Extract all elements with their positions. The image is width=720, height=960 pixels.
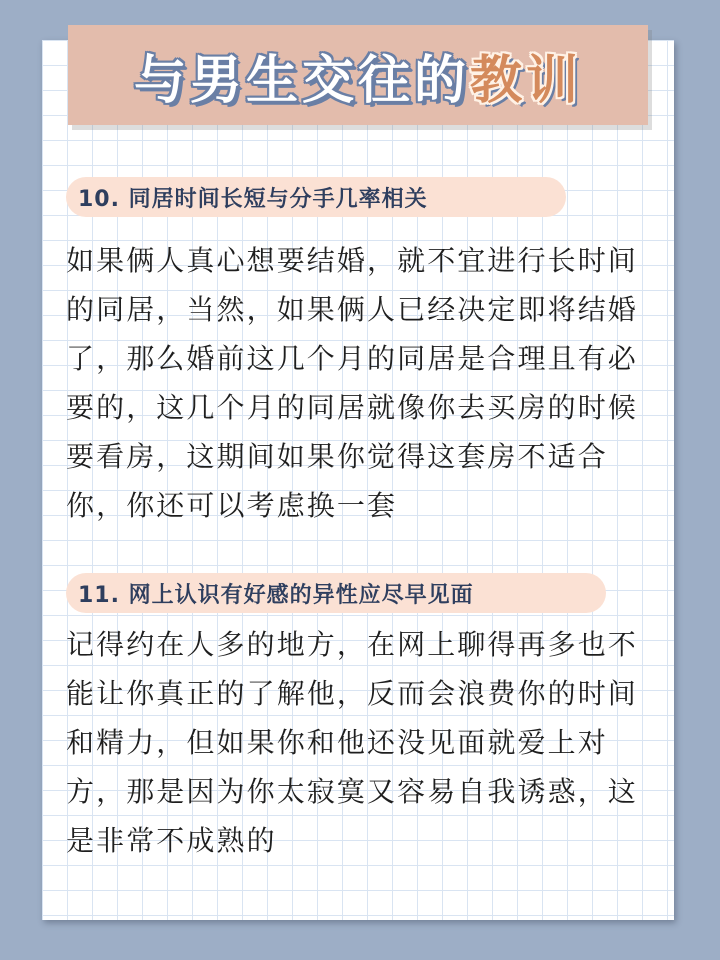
title-highlight: 教训 [470,50,583,111]
section-heading-11 [66,573,606,613]
section-body-10: 如果俩人真心想要结婚，就不宜进行长时间的同居，当然，如果俩人已经决定即将结婚了，那么婚前这几个月的同居是合理且有必要的，这几个月的同居就像你去买房的时候要看房，这期间如果你觉得这套房不适合你，你还可以考虑换一套 [66,244,638,522]
title-banner [68,25,648,125]
section-heading-11-text: 11. 网上认识有好感的异性应尽早见面 [78,582,474,608]
title-main: 与男生交往的 [133,50,470,111]
page-title [134,38,582,113]
section-heading-10-text: 10. 同居时间长短与分手几率相关 [78,186,428,212]
section-body-11: 记得约在人多的地方，在网上聊得再多也不能让你真正的了解他，反而会浪费你的时间和精力，但如果你和他还没见面就爱上对方，那是因为你太寂寞又容易自我诱惑，这是非常不成熟的 [66,628,638,857]
section-heading-10 [66,177,566,217]
